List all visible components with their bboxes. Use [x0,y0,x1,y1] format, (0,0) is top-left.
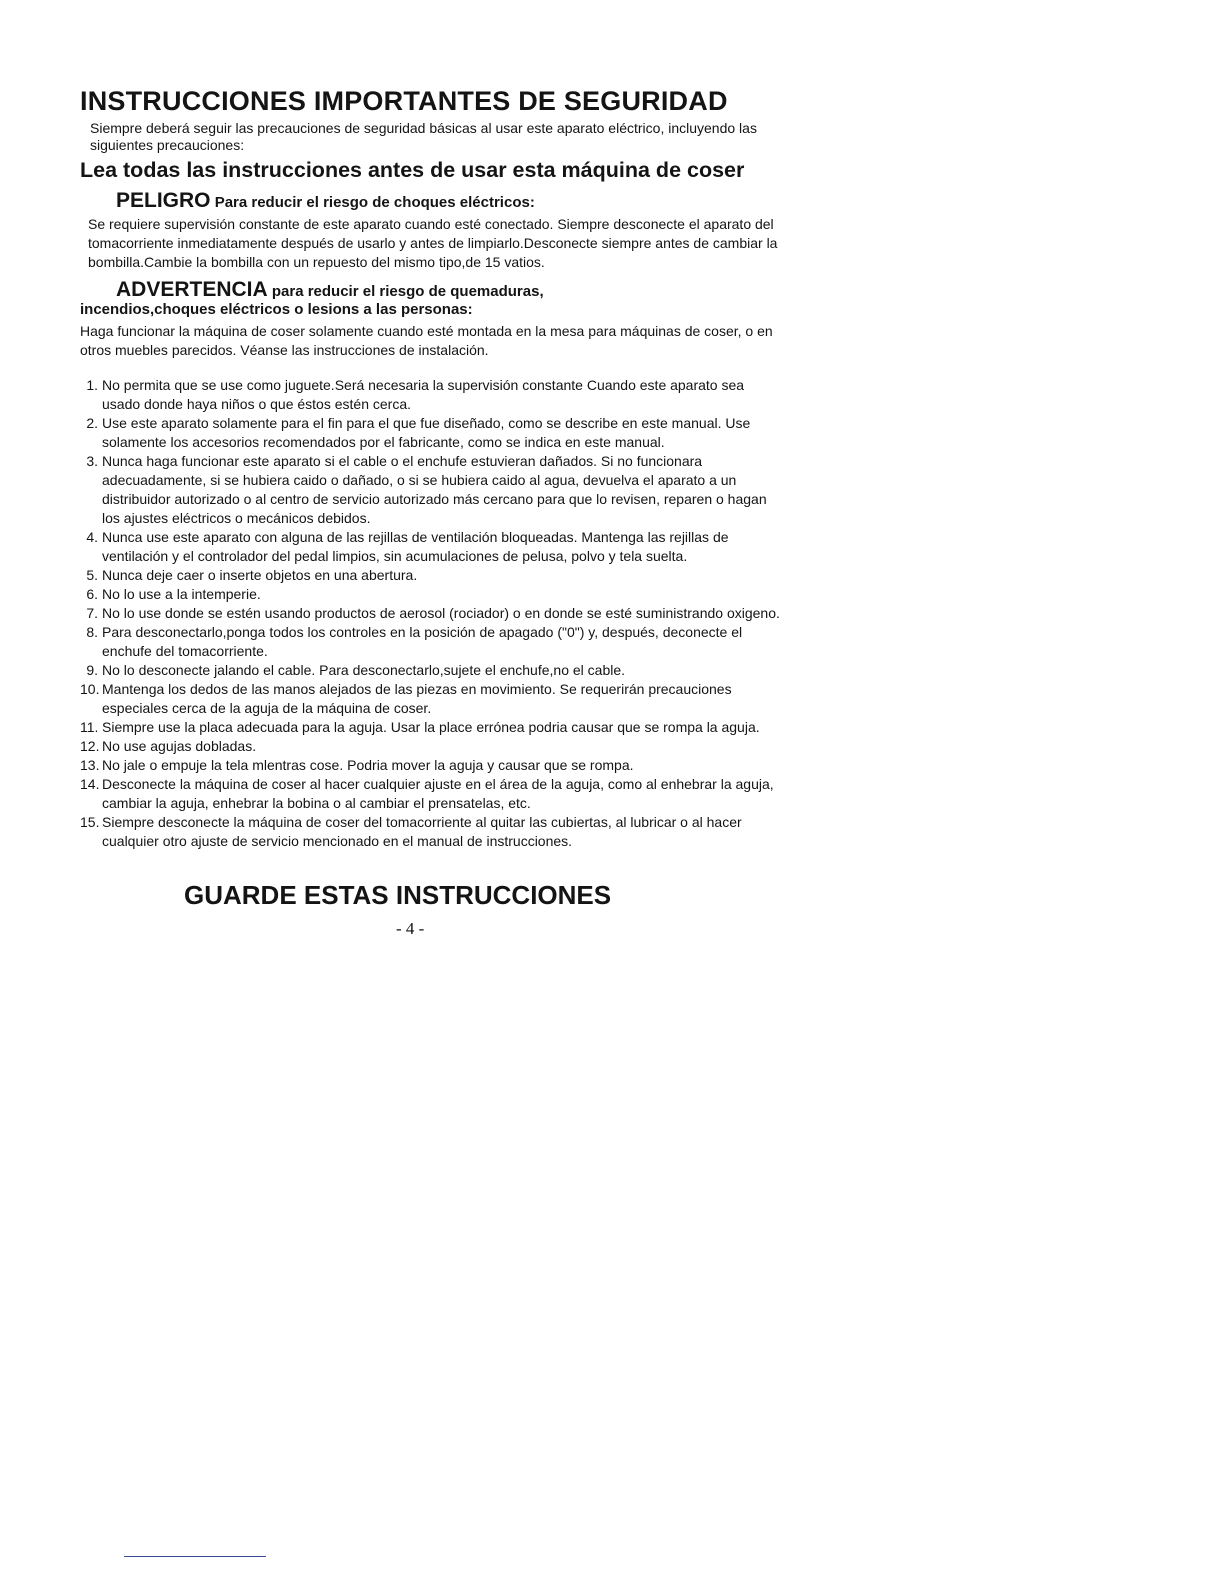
list-item [80,414,780,452]
footnote-divider [124,1556,266,1557]
save-instructions-heading: GUARDE ESTAS INSTRUCCIONES [184,880,612,910]
list-item [80,718,780,737]
list-item [80,528,780,566]
list-item-number: 4. [86,529,98,545]
list-item-text: No permita que se use como juguete.Será necesaria la supervisión constante Cuando este aparato sea usado donde haya niños o que éstos estén cerca. [102,377,745,412]
list-item-number: 9. [86,662,98,678]
intro-paragraph: Siempre deberá seguir las precauciones de seguridad básicas al usar este aparato eléctrico, incluyendo las siguientes precauciones: [90,120,757,153]
list-item-text: No lo desconecte jalando el cable. Para desconectarlo,sujete el enchufe,no el cable. [102,662,626,678]
list-item-number: 7. [86,605,98,621]
list-item-text: No lo use a la intemperie. [102,586,261,602]
warning-heading-continuation: incendios,choques eléctricos o lesions a las personas: [80,301,473,318]
list-item [80,604,780,623]
document-body [80,84,780,939]
list-item-number: 11. [80,719,99,735]
list-item-text: Mantenga los dedos de las manos alejados de las piezas en movimiento. Se requerirán precauciones especiales cerca de la aguja de la máquina de coser. [102,681,732,716]
list-item [80,813,780,851]
warning-paragraph: Haga funcionar la máquina de coser solamente cuando esté montada en la mesa para máquinas de coser, o en otros muebles parecidos. Véanse las instrucciones de instalación. [80,323,773,358]
list-item [80,756,780,775]
list-item-text: No lo use donde se estén usando productos de aerosol (rociador) o en donde se esté suministrando oxigeno. [102,605,780,621]
danger-paragraph: Se requiere supervisión constante de este aparato cuando esté conectado. Siempre desconecte el aparato del tomacorriente inmediatamente después de usarlo y antes de limpiarlo.Desconecte siempre antes de cambiar la bombilla.Cambie la bombilla con un repuesto del mismo tipo,de 15 vatios. [88,216,778,270]
list-item-number: 13. [80,757,100,773]
list-item-number: 5. [86,567,98,583]
list-item [80,452,780,528]
list-item-text: Nunca haga funcionar este aparato si el cable o el enchufe estuvieran dañados. Si no funcionara adecuadamente, si se hubiera caido o dañado, o si se hubiera caido al agua, devuelva el aparato a un distribuidor autorizado o al centro de servicio autorizado más cercano para que lo revisen, reparen o hagan los ajustes eléctricos o mecánicos debidos. [102,453,767,526]
list-item [80,680,780,718]
list-item-number: 2. [86,415,98,431]
list-item-number: 12. [80,738,100,754]
list-item-text: Siempre use la placa adecuada para la aguja. Usar la place errónea podria causar que se rompa la aguja. [102,719,760,735]
list-item [80,376,780,414]
read-instructions-heading: Lea todas las instrucciones antes de usar esta máquina de coser [80,158,745,182]
list-item-number: 14. [80,776,100,792]
list-item-number: 1. [86,377,98,393]
list-item [80,737,780,756]
danger-heading-text: Para reducir el riesgo de choques eléctricos: [214,194,535,211]
list-item-number: 6. [86,586,98,602]
list-item-text: Use este aparato solamente para el fin para el que fue diseñado, como se describe en este manual. Use solamente los accesorios recomendados por el fabricante, como se indica en este manual. [102,415,751,450]
list-item [80,775,780,813]
page-title: INSTRUCCIONES IMPORTANTES DE SEGURIDAD [80,86,728,116]
list-item-text: Para desconectarlo,ponga todos los controles en la posición de apagado ("0") y, después, deconecte el enchufe del tomacorriente. [102,624,743,659]
list-item [80,585,780,604]
list-item [80,661,780,680]
warning-heading-text: para reducir el riesgo de quemaduras, [271,283,544,300]
warning-keyword: ADVERTENCIA [116,278,268,301]
danger-heading [116,191,780,212]
safety-rules-list [80,376,780,851]
list-item-text: Desconecte la máquina de coser al hacer cualquier ajuste en el área de la aguja, como al enhebrar la aguja, cambiar la aguja, enhebrar la bobina o al cambiar el prensatelas, etc. [102,776,774,811]
list-item-number: 10. [80,681,100,697]
list-item-text: No jale o empuje la tela mlentras cose. Podria mover la aguja y causar que se rompa. [102,757,634,773]
list-item-text: Nunca use este aparato con alguna de las rejillas de ventilación bloqueadas. Mantenga las rejillas de ventilación y el controlador del pedal limpios, sin acumulaciones de pelusa, polvo y tela suelta. [102,529,729,564]
list-item-number: 3. [86,453,98,469]
list-item-text: Siempre desconecte la máquina de coser del tomacorriente al quitar las cubiertas, al lubricar o al hacer cualquier otro ajuste de servicio mencionado en el manual de instrucciones. [102,814,742,849]
list-item [80,623,780,661]
danger-keyword: PELIGRO [116,189,211,212]
page-number: - 4 - [396,919,425,938]
list-item-number: 15. [80,814,100,830]
list-item-text: Nunca deje caer o inserte objetos en una abertura. [102,567,418,583]
warning-heading [116,280,780,301]
list-item-text: No use agujas dobladas. [102,738,257,754]
list-item [80,566,780,585]
list-item-number: 8. [86,624,98,640]
